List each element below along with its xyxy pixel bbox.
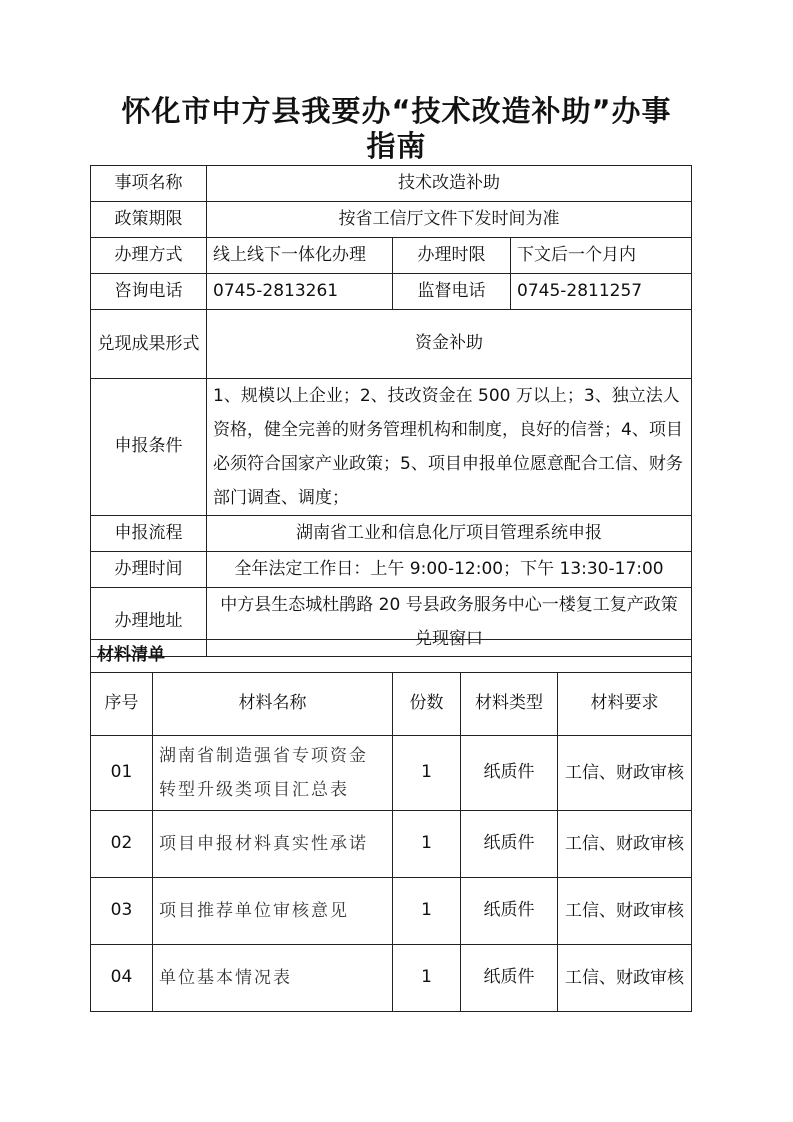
- material-type: 纸质件: [461, 736, 558, 811]
- time-limit-label: 办理时限: [393, 238, 511, 274]
- item-name-label: 事项名称: [91, 166, 207, 202]
- material-count: 1: [393, 878, 461, 945]
- table-row: [91, 736, 692, 811]
- material-no: 03: [91, 878, 153, 945]
- policy-period-label: 政策期限: [91, 202, 207, 238]
- column-header-name: 材料名称: [153, 673, 393, 736]
- materials-heading-row: [91, 640, 692, 673]
- material-type: 纸质件: [461, 811, 558, 878]
- materials-heading: 材料清单: [91, 640, 692, 673]
- row-result-form: [91, 310, 692, 379]
- material-no: 02: [91, 811, 153, 878]
- process-label: 申报流程: [91, 516, 207, 552]
- column-header-type: 材料类型: [461, 673, 558, 736]
- material-requirement: 工信、财政审核: [558, 945, 692, 1012]
- policy-period-value: 按省工信厅文件下发时间为准: [207, 202, 692, 238]
- guide-info-table: [90, 165, 692, 657]
- supervise-phone-value: 0745-2811257: [511, 274, 692, 310]
- material-name: 单位基本情况表: [153, 945, 393, 1012]
- consult-phone-label: 咨询电话: [91, 274, 207, 310]
- row-conditions: [91, 379, 692, 516]
- method-label: 办理方式: [91, 238, 207, 274]
- result-form-label: 兑现成果形式: [91, 310, 207, 379]
- table-row: [91, 811, 692, 878]
- hours-label: 办理时间: [91, 552, 207, 588]
- material-requirement: 工信、财政审核: [558, 736, 692, 811]
- document-title: [0, 93, 793, 164]
- material-name: 湖南省制造强省专项资金转型升级类项目汇总表: [153, 736, 393, 811]
- table-row: [91, 945, 692, 1012]
- method-value: 线上线下一体化办理: [207, 238, 393, 274]
- column-header-no: 序号: [91, 673, 153, 736]
- process-value: 湖南省工业和信息化厅项目管理系统申报: [207, 516, 692, 552]
- address-label: 办理地址: [91, 588, 207, 657]
- conditions-label: 申报条件: [91, 379, 207, 516]
- material-no: 01: [91, 736, 153, 811]
- row-method: [91, 238, 692, 274]
- supervise-phone-label: 监督电话: [393, 274, 511, 310]
- column-header-requirement: 材料要求: [558, 673, 692, 736]
- material-type: 纸质件: [461, 945, 558, 1012]
- material-count: 1: [393, 736, 461, 811]
- hours-value: 全年法定工作日：上午 9:00-12:00；下午 13:30-17:00: [207, 552, 692, 588]
- material-count: 1: [393, 811, 461, 878]
- material-name: 项目申报材料真实性承诺: [153, 811, 393, 878]
- material-type: 纸质件: [461, 878, 558, 945]
- address-value: 中方县生态城杜鹃路 20 号县政务服务中心一楼复工复产政策兑现窗口: [207, 588, 692, 657]
- row-item-name: [91, 166, 692, 202]
- result-form-value: 资金补助: [207, 310, 692, 379]
- row-hours: [91, 552, 692, 588]
- material-requirement: 工信、财政审核: [558, 878, 692, 945]
- row-phones: [91, 274, 692, 310]
- row-process: [91, 516, 692, 552]
- item-name-value: 技术改造补助: [207, 166, 692, 202]
- conditions-value: 1、规模以上企业；2、技改资金在 500 万以上；3、独立法人资格，健全完善的财务管理机构和制度，良好的信誉；4、项目必须符合国家产业政策；5、项目申报单位愿意配合工信、财务部门调查、调度；: [207, 379, 692, 516]
- title-line-2: 指南: [366, 129, 427, 163]
- title-line-1: 怀化市中方县我要办“技术改造补助”办事: [121, 94, 672, 128]
- material-name: 项目推荐单位审核意见: [153, 878, 393, 945]
- materials-table: [90, 639, 692, 1012]
- materials-header-row: [91, 673, 692, 736]
- consult-phone-value: 0745-2813261: [207, 274, 393, 310]
- material-count: 1: [393, 945, 461, 1012]
- row-policy-period: [91, 202, 692, 238]
- time-limit-value: 下文后一个月内: [511, 238, 692, 274]
- column-header-count: 份数: [393, 673, 461, 736]
- table-row: [91, 878, 692, 945]
- material-requirement: 工信、财政审核: [558, 811, 692, 878]
- material-no: 04: [91, 945, 153, 1012]
